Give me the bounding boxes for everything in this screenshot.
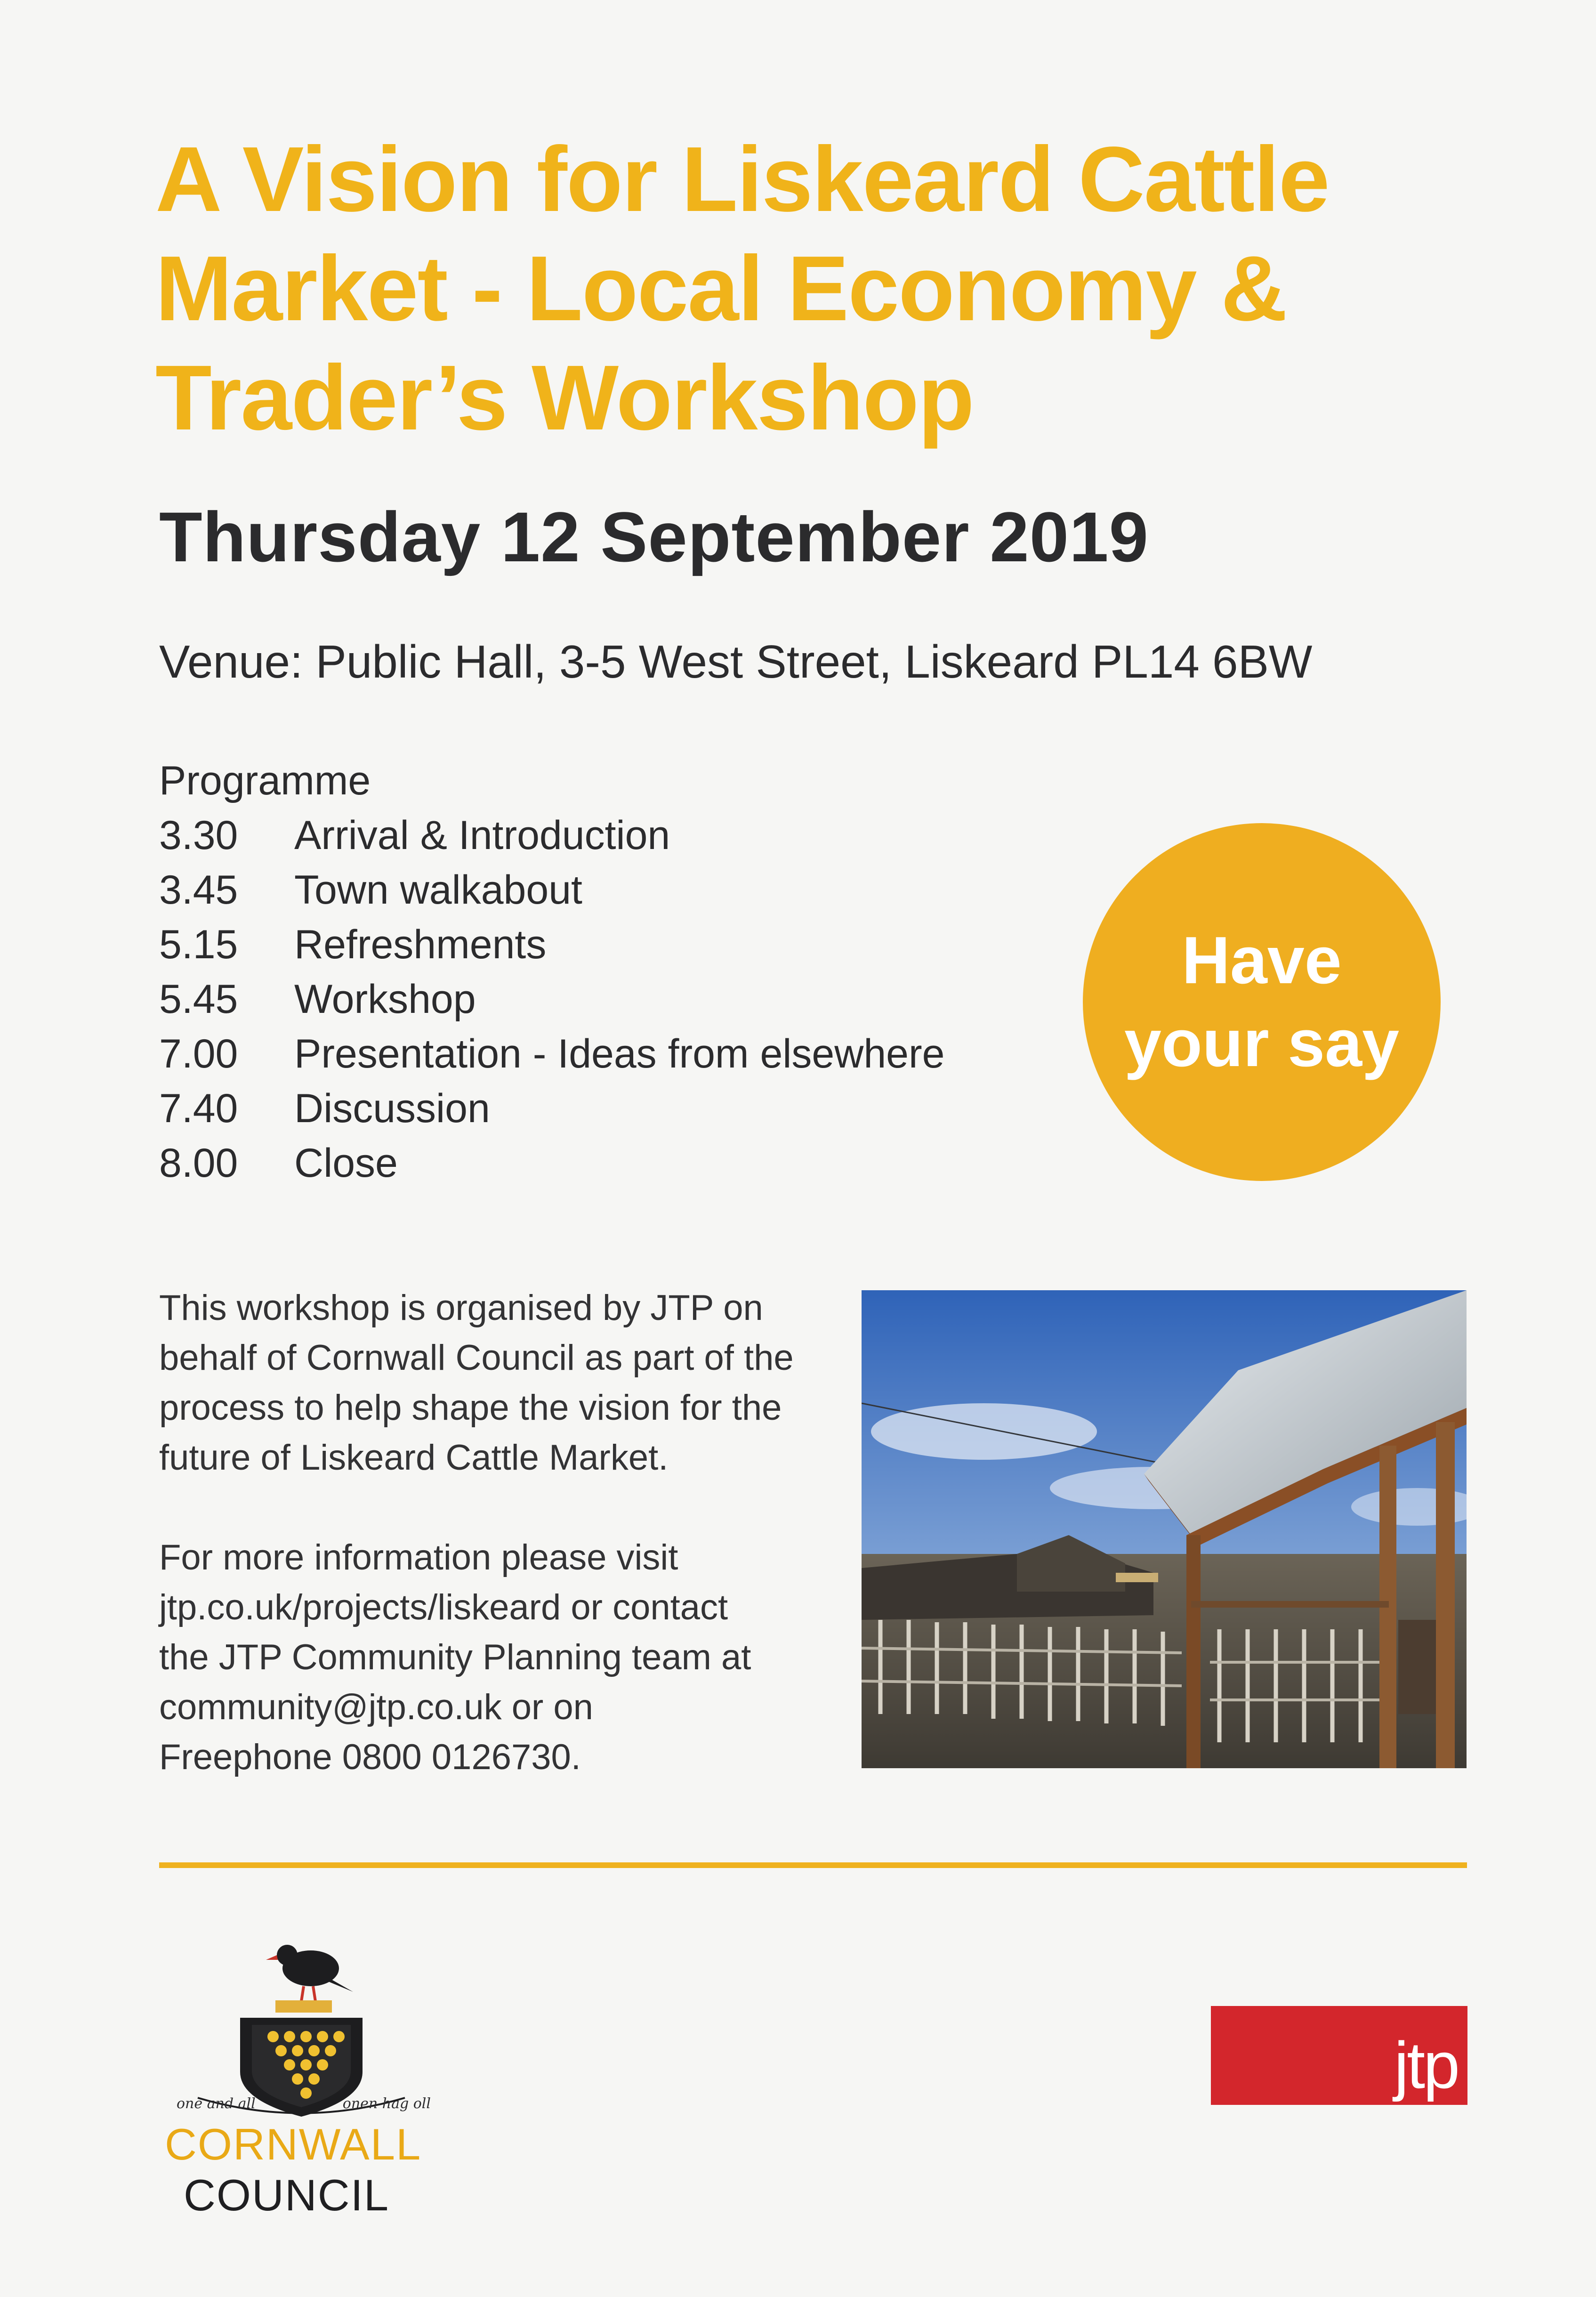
about-line: future of Liskeard Cattle Market. [159, 1438, 669, 1478]
programme-time: 5.15 [159, 922, 238, 967]
contact-line: For more information please visit [159, 1537, 678, 1577]
programme-row [159, 972, 944, 1027]
contact-phone-line: Freephone 0800 0126730. [159, 1737, 581, 1777]
programme-activity: Refreshments [294, 922, 547, 967]
motto-right: onen hag oll [342, 2095, 431, 2112]
council-motto [177, 2095, 431, 2112]
programme-time: 7.40 [159, 1086, 238, 1131]
flyer-title [155, 125, 1521, 453]
programme-activity: Presentation - Ideas from elsewhere [294, 1031, 945, 1076]
about-line: This workshop is organised by JTP on [159, 1288, 763, 1328]
motto-left: one and all [177, 2095, 256, 2112]
about-line: process to help shape the vision for the [159, 1388, 782, 1428]
programme-row [159, 863, 944, 917]
programme-activity: Close [294, 1140, 398, 1186]
about-text [159, 1283, 865, 1832]
programme-time: 8.00 [159, 1140, 238, 1186]
programme-activity: Discussion [294, 1086, 490, 1131]
badge-line-1: Have [1182, 923, 1342, 998]
programme-row [159, 1027, 944, 1081]
contact-email-line[interactable]: community@jtp.co.uk or on [159, 1687, 593, 1727]
programme-time: 3.30 [159, 813, 238, 858]
event-venue: Venue: Public Hall, 3-5 West Street, Liskeard PL14 6BW [159, 636, 1313, 687]
contact-paragraph [159, 1533, 865, 1782]
programme-time: 7.00 [159, 1031, 238, 1076]
programme-row [159, 917, 944, 972]
contact-line: the JTP Community Planning team at [159, 1637, 751, 1677]
programme-activity: Town walkabout [294, 867, 582, 913]
programme-activity: Workshop [294, 977, 476, 1022]
title-line-2: Market - Local Economy & [155, 237, 1287, 340]
cattle-market-photo-svg [862, 1290, 1467, 1768]
have-your-say-badge [1083, 823, 1441, 1181]
event-date: Thursday 12 September 2019 [159, 497, 1149, 576]
title-line-3: Trader’s Workshop [155, 346, 974, 449]
about-paragraph [159, 1283, 865, 1483]
programme-row [159, 1136, 944, 1190]
programme-activity: Arrival & Introduction [294, 813, 670, 858]
programme-heading: Programme [159, 758, 371, 803]
about-line: behalf of Cornwall Council as part of the [159, 1338, 794, 1378]
badge-line-2: your say [1124, 1006, 1400, 1081]
title-line-1: A Vision for Liskeard Cattle [155, 128, 1329, 231]
council-name-line-1: CORNWALL [165, 2119, 422, 2169]
cornwall-council-logo [165, 2119, 421, 2221]
jtp-logo-text: jtp [1394, 2028, 1458, 2102]
cattle-market-photo [862, 1290, 1467, 1768]
divider-line [159, 1862, 1467, 1868]
programme-row [159, 808, 944, 863]
programme-row [159, 1081, 944, 1136]
jtp-logo [1211, 2006, 1467, 2105]
programme-list [159, 753, 944, 1190]
programme-time: 3.45 [159, 867, 238, 913]
council-name-line-2: COUNCIL [184, 2170, 390, 2220]
programme-time: 5.45 [159, 977, 238, 1022]
contact-link-line[interactable]: jtp.co.uk/projects/liskeard or contact [159, 1587, 728, 1627]
